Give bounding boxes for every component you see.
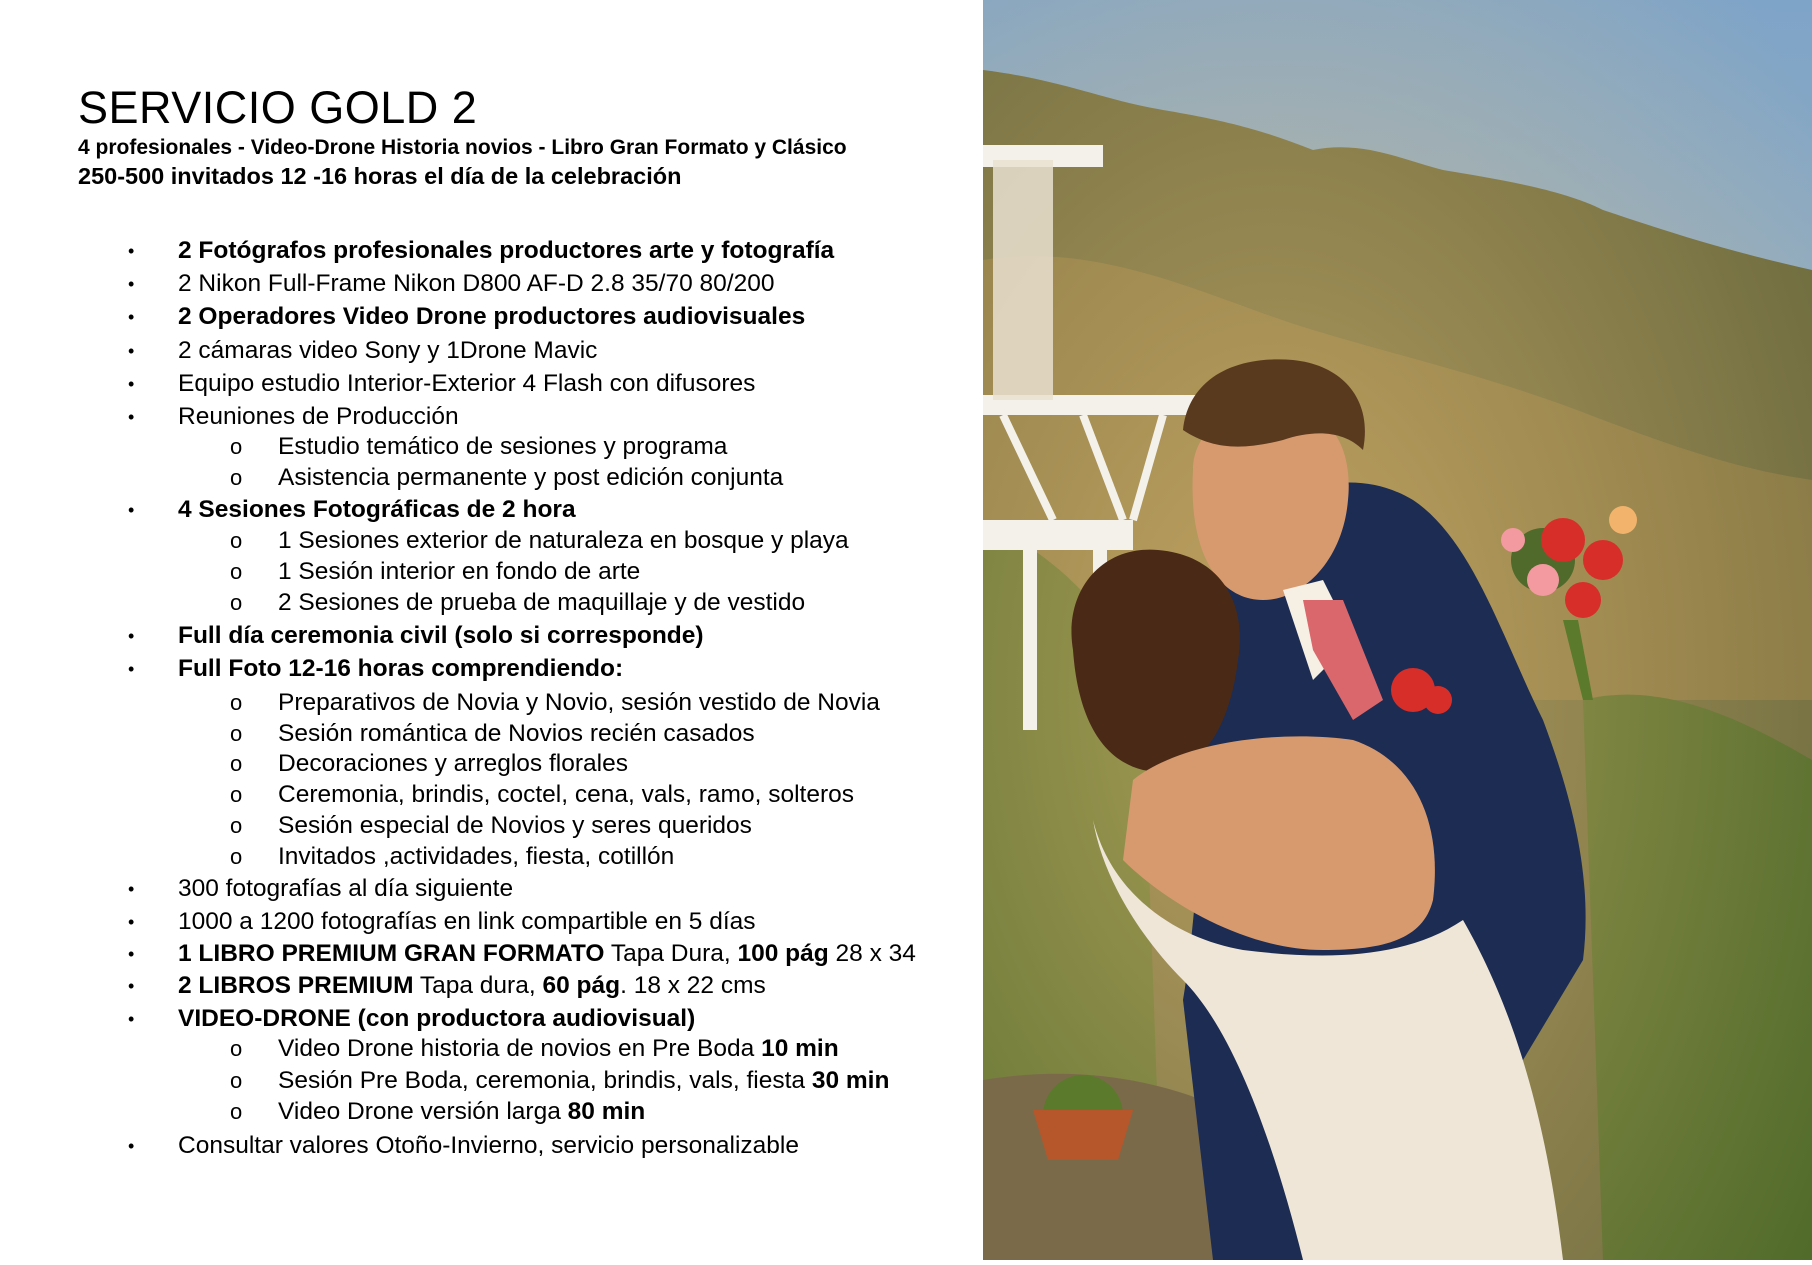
list-item-segment: Asistencia permanente y post edición conjunta [278,464,784,491]
list-item-segment: Video Drone versión larga [278,1098,568,1125]
list-item-text [278,1066,889,1096]
list-item-text [178,268,774,300]
bullet-icon: • [128,912,135,932]
list-item-text [278,588,805,618]
list-item-text [178,1003,695,1035]
list-item-segment: 2 Nikon Full-Frame Nikon D800 AF-D 2.8 35/70 80/200 [178,270,775,297]
list-item-segment: 1 Sesiones exterior de naturaleza en bosque y playa [278,527,849,554]
list-item-text [278,432,727,462]
list-item-text [278,1097,645,1127]
list-item-segment: 30 min [811,1067,890,1094]
list-item-text [278,811,752,841]
subtitle-line-2: 250-500 invitados 12 -16 horas el día de la celebración [78,163,682,189]
list-item-text [278,688,880,718]
bullet-icon: • [128,976,135,996]
circle-bullet-icon: o [230,844,243,869]
circle-bullet-icon: o [230,559,243,584]
bullet-icon: • [128,500,135,520]
circle-bullet-icon: o [230,751,243,776]
list-item-text [278,526,849,556]
circle-bullet-icon: o [230,721,243,746]
list-item-segment: 300 fotografías al día siguiente [178,875,514,902]
list-item-segment: 1000 a 1200 fotografías en link compartible en 5 días [178,908,756,935]
list-item-segment: Invitados ,actividades, fiesta, cotillón [278,843,675,870]
list-item-text [278,557,640,587]
list-item-text [278,463,783,493]
list-item-segment: Ceremonia, brindis, coctel, cena, vals, ramo, solteros [278,781,854,808]
list-item-segment: Consultar valores Otoño-Invierno, servicio personalizable [178,1132,799,1159]
circle-bullet-icon: o [230,1068,243,1093]
list-item-text [178,1130,799,1162]
list-item-segment: Reuniones de Producción [178,403,459,430]
list-item-segment: 1 LIBRO PREMIUM GRAN FORMATO [178,940,605,967]
bullet-icon: • [128,374,135,394]
list-item-segment: Tapa Dura, [604,940,738,967]
list-item-segment: Sesión Pre Boda, ceremonia, brindis, vals, fiesta [278,1067,812,1094]
list-item-text [278,842,674,872]
page-title: SERVICIO GOLD 2 [78,82,478,133]
list-item-text [178,906,756,938]
circle-bullet-icon: o [230,528,243,553]
list-item-segment: Preparativos de Novia y Novio, sesión vestido de Novia [278,689,880,716]
list-item-segment: Video Drone historia de novios en Pre Boda [278,1035,762,1062]
list-item-segment: 2 Fotógrafos profesionales productores arte y fotografía [178,237,835,264]
bullet-icon: • [128,944,135,964]
list-item-text [178,235,834,267]
list-item-segment: 4 Sesiones Fotográficas de 2 hora [178,496,576,523]
circle-bullet-icon: o [230,813,243,838]
list-item-segment: VIDEO-DRONE (con productora audiovisual) [178,1005,696,1032]
list-item-text [178,335,597,367]
circle-bullet-icon: o [230,590,243,615]
list-item-segment: 2 cámaras video Sony y 1Drone Mavic [178,337,598,364]
list-item-text [178,620,704,652]
circle-bullet-icon: o [230,434,243,459]
list-item-text [178,970,766,1002]
list-item-segment: 2 LIBROS PREMIUM [178,972,414,999]
circle-bullet-icon: o [230,690,243,715]
subtitle-line-1: 4 profesionales - Video-Drone Historia novios - Libro Gran Formato y Clásico [78,136,847,159]
list-item-segment: Tapa dura, [413,972,543,999]
list-item-text [278,780,854,810]
bullet-icon: • [128,307,135,327]
list-item-segment: 28 x 34 [828,940,916,967]
bullet-icon: • [128,1136,135,1156]
list-item-text [278,719,755,749]
list-item-text [178,938,916,970]
list-item-text [178,368,755,400]
list-item-segment: 60 pág [542,972,621,999]
list-item-segment: Equipo estudio Interior-Exterior 4 Flash con difusores [178,370,756,397]
bullet-icon: • [128,241,135,261]
list-item-segment: Full Foto 12-16 horas comprendiendo: [178,655,624,682]
circle-bullet-icon: o [230,465,243,490]
circle-bullet-icon: o [230,782,243,807]
list-item-segment: Estudio temático de sesiones y programa [278,433,728,460]
list-item-segment: Full día ceremonia civil (solo si corresponde) [178,622,704,649]
wedding-photo [983,0,1812,1260]
bullet-icon: • [128,659,135,679]
list-item-segment: . 18 x 22 cms [620,972,766,999]
bullet-icon: • [128,274,135,294]
list-item-text [178,494,576,526]
list-item-segment: 80 min [567,1098,646,1125]
list-item-segment: 2 Sesiones de prueba de maquillaje y de vestido [278,589,806,616]
list-item-segment: 10 min [761,1035,839,1062]
list-item-segment: Sesión romántica de Novios recién casados [278,720,755,747]
list-item-text [278,749,628,779]
circle-bullet-icon: o [230,1099,243,1124]
list-item-text [178,873,513,905]
bullet-icon: • [128,626,135,646]
list-item-text [178,301,805,333]
bullet-icon: • [128,407,135,427]
list-item-text [278,1034,839,1064]
wedding-couple-kiss-photo-icon [983,0,1812,1260]
list-item-text [178,653,623,685]
plant-pot [1033,1110,1133,1160]
list-item-segment: 100 pág [737,940,829,967]
bullet-icon: • [128,879,135,899]
list-item-segment: Decoraciones y arreglos florales [278,750,628,777]
list-item-text [178,401,459,433]
list-item-segment: 2 Operadores Video Drone productores audiovisuales [178,303,806,330]
circle-bullet-icon: o [230,1036,243,1061]
bullet-icon: • [128,341,135,361]
list-item-segment: 1 Sesión interior en fondo de arte [278,558,641,585]
list-item-segment: Sesión especial de Novios y seres queridos [278,812,752,839]
bullet-icon: • [128,1009,135,1029]
